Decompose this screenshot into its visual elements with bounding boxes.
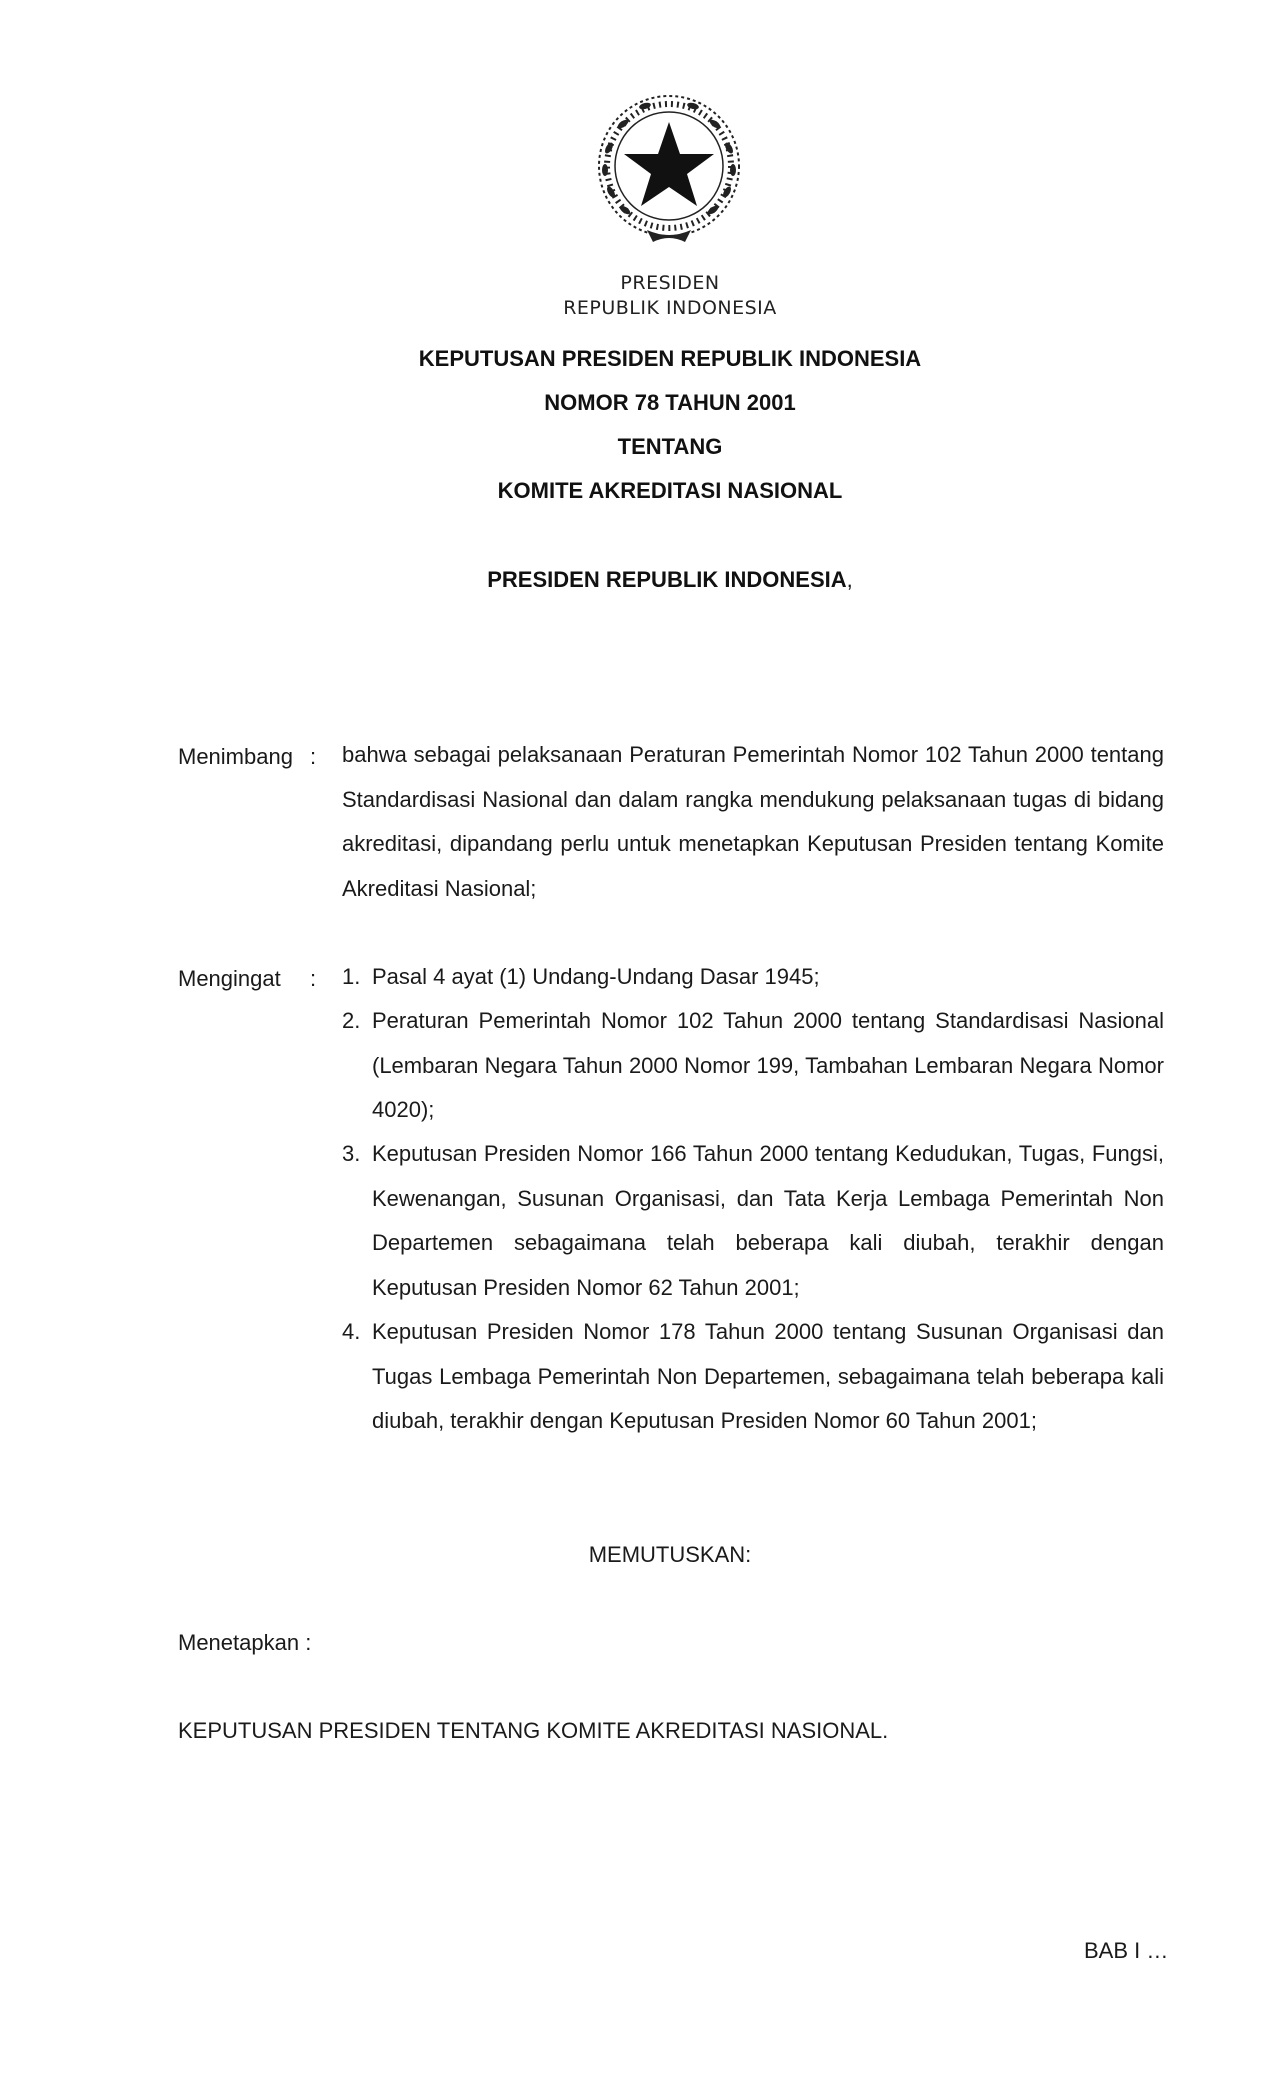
decree-number: NOMOR 78 TAHUN 2001: [544, 390, 796, 415]
list-item-text: Peraturan Pemerintah Nomor 102 Tahun 2000 tentang Standardisasi Nasional (Lembaran Negara Tahun 2000 Nomor 199, Tambahan Lembaran Negara Nomor 4020);: [372, 1008, 1164, 1122]
menimbang-label: Menimbang: [178, 744, 293, 769]
list-item-text: Keputusan Presiden Nomor 178 Tahun 2000 tentang Susunan Organisasi dan Tugas Lembaga Pemerintah Non Departemen, sebagaimana telah beberapa kali diubah, terakhir dengan Keputusan Presiden Nomor 60 Tahun 2001;: [372, 1319, 1164, 1433]
menimbang-colon: :: [310, 744, 317, 769]
list-item-text: Pasal 4 ayat (1) Undang-Undang Dasar 1945;: [372, 964, 820, 989]
president-heading: [0, 567, 1275, 593]
mengingat-colon: :: [310, 966, 317, 991]
list-item-number: 3.: [342, 1141, 361, 1166]
mengingat-item-4: [342, 1310, 1164, 1444]
list-item-number: 4.: [342, 1319, 361, 1344]
menimbang-text: bahwa sebagai pelaksanaan Peraturan Pemerintah Nomor 102 Tahun 2000 tentang Standardisasi Nasional dan dalam rangka mendukung pelaksanaan tugas di bidang akreditasi, dipandang perlu untuk menetapkan Keputusan Presiden tentang Komite Akreditasi Nasional;: [342, 742, 1164, 901]
mengingat-label: Mengingat: [178, 966, 281, 991]
president-heading-text: PRESIDEN REPUBLIK INDONESIA: [487, 567, 847, 592]
list-item-number: 2.: [342, 1008, 361, 1033]
header-republic: REPUBLIK INDONESIA: [563, 297, 777, 319]
decision-title: KEPUTUSAN PRESIDEN TENTANG KOMITE AKREDITASI NASIONAL.: [178, 1718, 889, 1743]
decree-subject: KOMITE AKREDITASI NASIONAL: [497, 478, 843, 503]
decree-about: TENTANG: [617, 434, 723, 459]
menetapkan-label: Menetapkan :: [178, 1630, 312, 1655]
decree-title: KEPUTUSAN PRESIDEN REPUBLIK INDONESIA: [418, 346, 922, 371]
president-heading-comma: ,: [846, 567, 853, 592]
next-page-marker: BAB I …: [1084, 1938, 1169, 1963]
header-president: PRESIDEN: [620, 272, 720, 294]
mengingat-item-3: [342, 1132, 1164, 1310]
list-item-text: Keputusan Presiden Nomor 166 Tahun 2000 tentang Kedudukan, Tugas, Fungsi, Kewenangan, Susunan Organisasi, dan Tata Kerja Lembaga Pemerintah Non Departemen sebagaimana telah beberapa kali diubah, terakhir dengan Keputusan Presiden Nomor 62 Tahun 2001;: [372, 1141, 1164, 1300]
memutuskan-heading: MEMUTUSKAN:: [588, 1542, 752, 1567]
list-item-number: 1.: [342, 964, 361, 989]
mengingat-item-1: [342, 955, 1164, 1000]
mengingat-item-2: [342, 999, 1164, 1133]
garuda-star-emblem-icon: [589, 88, 749, 248]
